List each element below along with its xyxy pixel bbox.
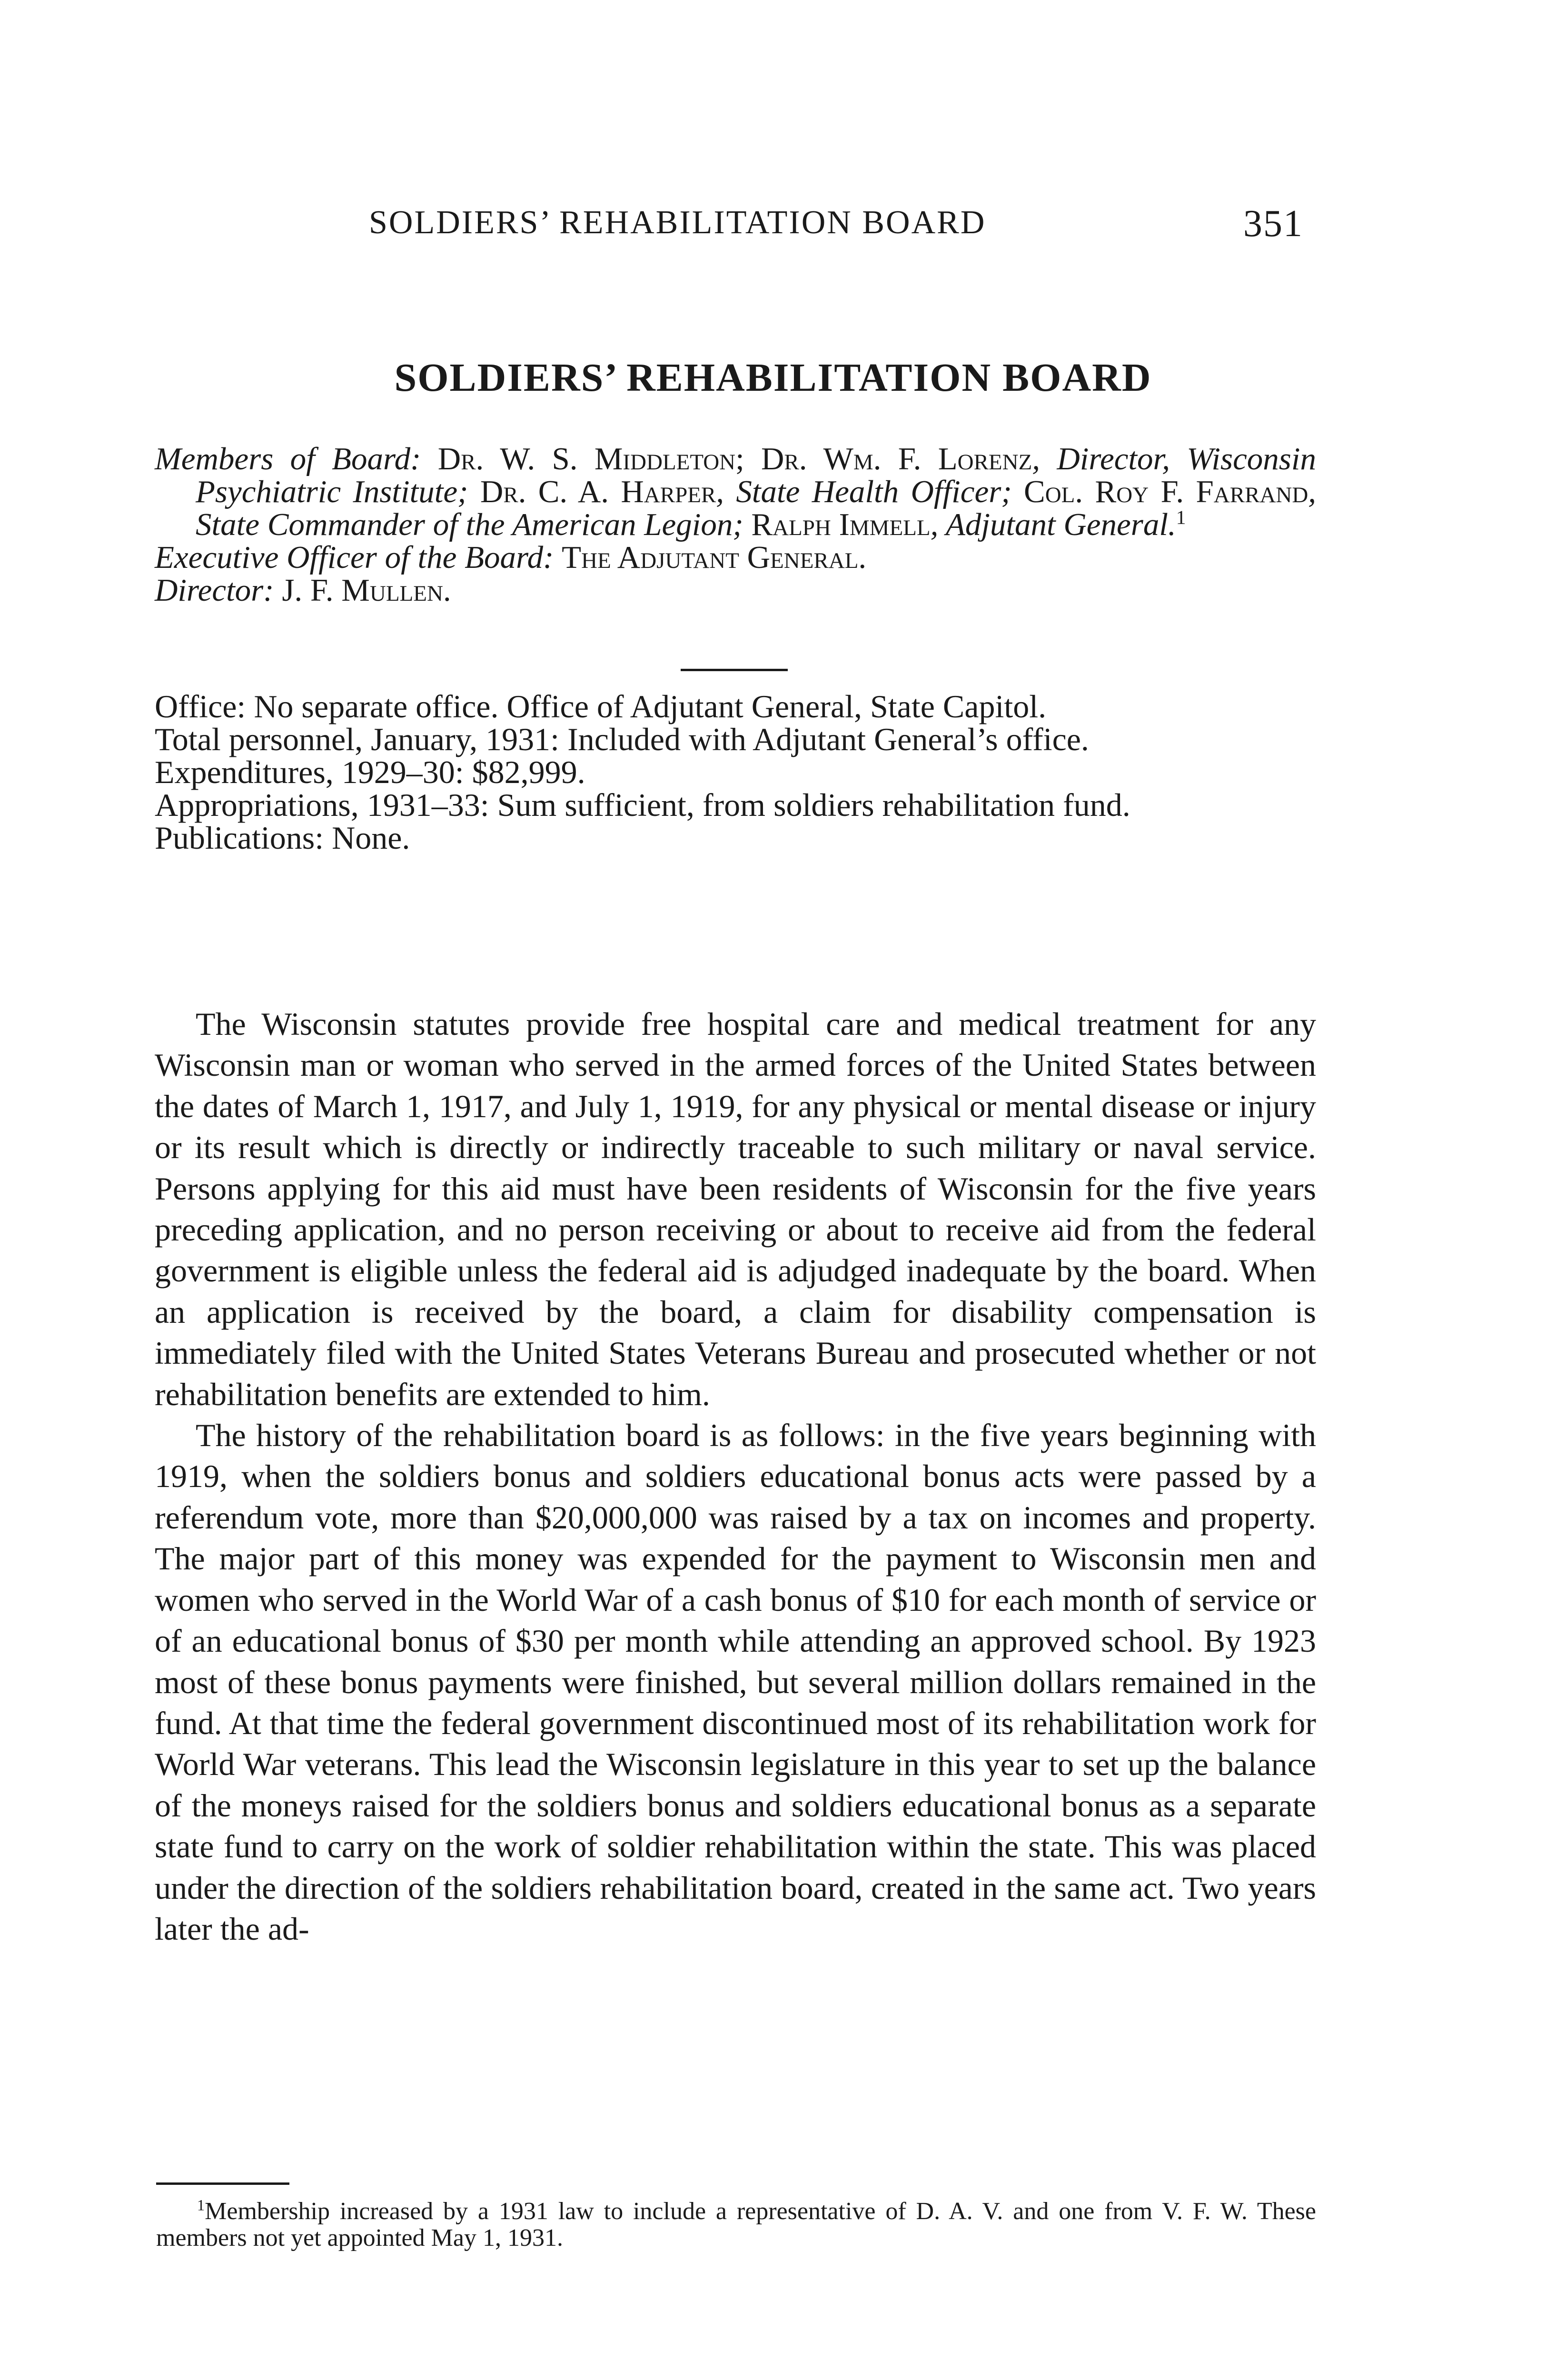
footnote-divider [156, 2182, 289, 2185]
fact-appropriations: Appropriations, 1931–33: Sum sufficient, from soldiers rehabilitation fund. [155, 787, 1130, 823]
member-role: , Adjutant General. [930, 507, 1176, 542]
running-header-title: SOLDIERS’ REHABILITATION BOARD [369, 204, 986, 241]
body-text [155, 1003, 1316, 1949]
section-divider [681, 669, 788, 671]
page-number: 351 [1243, 203, 1303, 245]
body-paragraph: The Wisconsin statutes provide free hospital care and medical treatment for any Wisconsin man or woman who served in the armed forces of the United States between the dates of March 1, 1917, and July 1, 1919, for any physical or mental disease or injury or its result which is directly or indirectly traceable to such military or naval service. Persons applying for this aid must have been residents of Wisconsin for the five years preceding application, and no person receiving or about to receive aid from the federal government is eligible unless the federal aid is adjudged inadequate by the board. When an application is received by the board, a claim for disability compensation is immediately filed with the United States Veterans Bureau and prosecuted whether or not rehabilitation benefits are extended to him. [155, 1006, 1316, 1412]
member-name: Dr. C. A. Harper [480, 474, 716, 509]
fact-publications: Publications: None. [155, 820, 410, 856]
member-role: , State Health Officer; [716, 474, 1012, 509]
footnote-text: Membership increased by a 1931 law to include a representative of D. A. V. and one from V. F. W. These members not yet appointed May 1, 1931. [156, 2198, 1316, 2251]
footnote-mark: 1 [197, 2196, 205, 2214]
footnote-reference: 1 [1176, 506, 1186, 528]
executive-officer [155, 541, 1316, 574]
exec-value: The Adjutant General. [562, 540, 867, 575]
fact-office: Office: No separate office. Office of Adjutant General, State Capitol. [155, 688, 1047, 724]
members-of-board: Members of Board: Dr. W. S. Middleton; Dr. Wm. F. Lorenz, Director, Wisconsin Psychiatric Institute; Dr. C. A. Harper, State Health Officer; Col. Roy F. Farrand, State Commander of the American Legion; Ralph Immell, Adjutant General.$^1$ [155, 441, 1317, 542]
body-paragraph: The history of the rehabilitation board is as follows: in the five years beginning with 1919, when the soldiers bonus and soldiers educational bonus acts were passed by a referendum vote, more than $20,000,000 was raised by a tax on incomes and property. The major part of this money was expended for the payment to Wisconsin men and women who served in the World War of a cash bonus of $10 for each month of service or of an educational bonus of $30 per month while attending an approved school. By 1923 most of these bonus payments were finished, but several million dollars remained in the fund. At that time the federal government discontinued most of its rehabilitation work for World War veterans. This lead the Wisconsin legislature in this year to set up the balance of the moneys raised for the soldiers bonus and soldiers educational bonus as a separate state fund to carry on the work of soldier rehabilitation within the state. This was placed under the direction of the soldiers rehabilitation board, created in the same act. Two years later the ad- [155, 1417, 1316, 1947]
member-name: Dr. W. S. Middleton [437, 441, 736, 476]
member-name: Dr. Wm. F. Lorenz [761, 441, 1032, 476]
section-title: SOLDIERS’ REHABILITATION BOARD [394, 356, 1152, 400]
director [155, 574, 1316, 607]
fact-personnel: Total personnel, January, 1931: Included with Adjutant General’s office. [155, 721, 1089, 757]
director-value: J. F. Mullen. [282, 573, 451, 608]
member-name: Col. Roy F. Farrand [1024, 474, 1308, 509]
member-name: Ralph Immell [751, 507, 931, 542]
member-role: , Director, Wisconsin Psychiatric Institute; [196, 441, 1316, 509]
fact-list [155, 690, 1316, 854]
exec-label: Executive Officer of the Board: [155, 540, 554, 575]
members-label: Members of Board: [155, 441, 421, 476]
fact-expenditures: Expenditures, 1929–30: $82,999. [155, 754, 585, 790]
footnote [156, 2198, 1316, 2251]
director-label: Director: [155, 573, 274, 608]
member-role: , State Commander of the American Legion; [196, 474, 1317, 542]
board-masthead [155, 443, 1316, 607]
